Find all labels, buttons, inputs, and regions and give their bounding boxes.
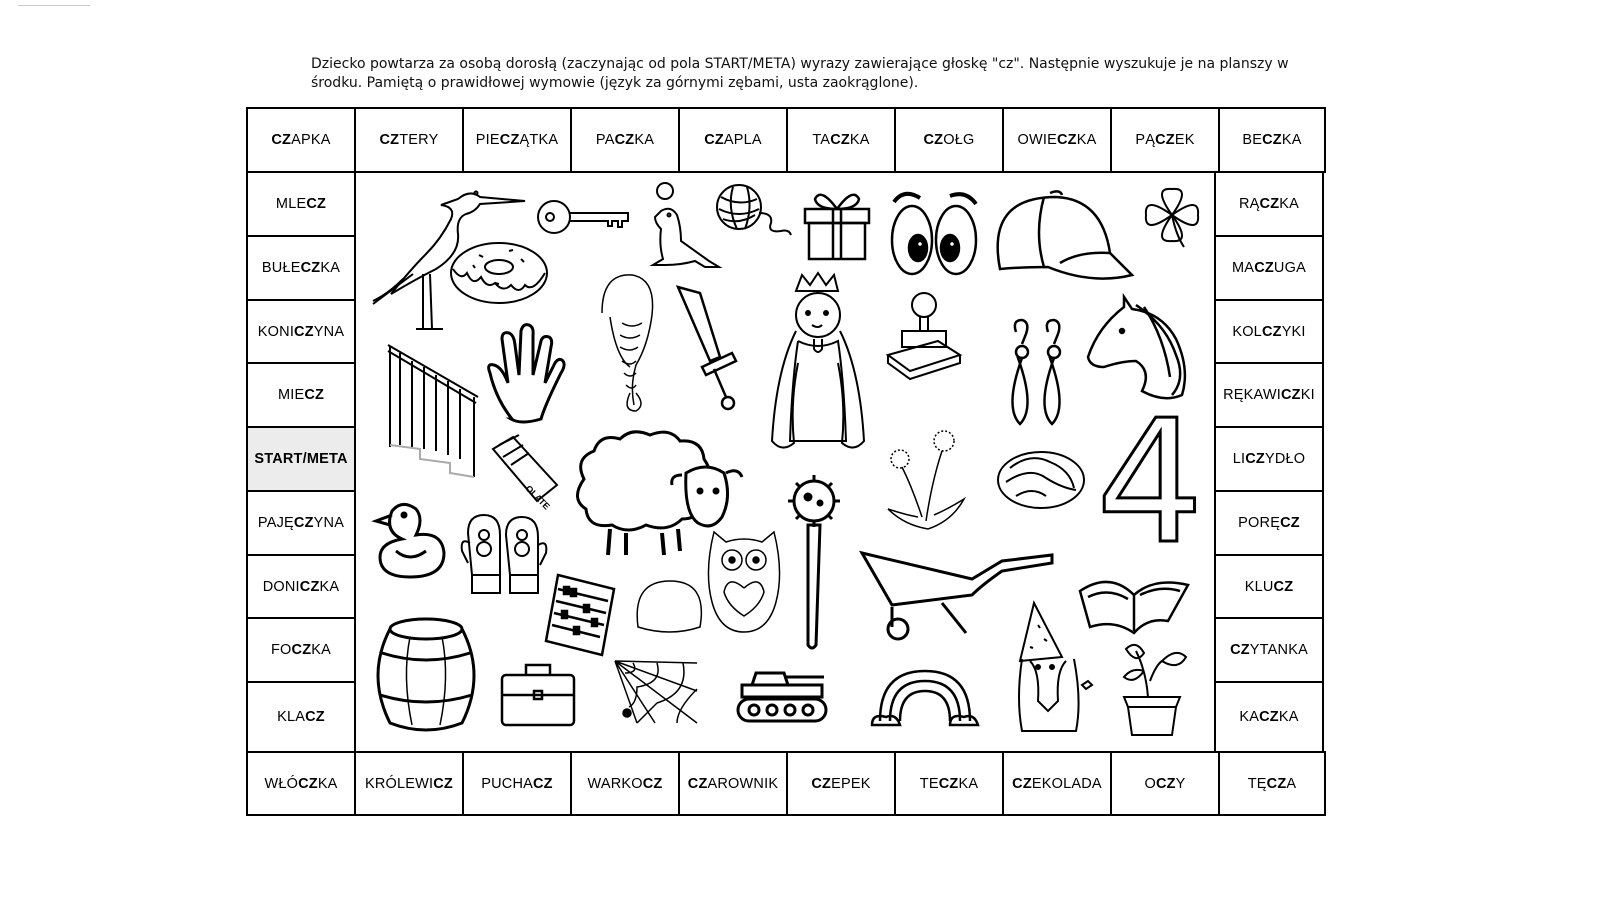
word-part-post: APKA [291, 132, 331, 148]
word-part-post: KA [1281, 132, 1302, 148]
word-part-pre: WŁÓ [264, 775, 299, 792]
word-part-pre: PAJĘ [257, 515, 294, 531]
word-part-pre: MLE [275, 196, 307, 212]
word-cell-bottom [246, 751, 356, 816]
word-cell-top [1110, 107, 1220, 173]
word-part-post: KA [1279, 196, 1300, 212]
word-cell-right [1214, 299, 1324, 364]
key-icon [536, 195, 631, 243]
word-part-cz: CZ [299, 578, 320, 595]
word-part-pre: LI [1232, 451, 1246, 467]
stair-railing-icon [384, 341, 480, 481]
word-cell-bottom [354, 751, 464, 816]
word-cell-right [1214, 681, 1324, 753]
word-part-pre: KA [1239, 709, 1260, 725]
word-part-pre: WARKO [587, 775, 643, 792]
word-part-post: EPEK [831, 775, 871, 792]
word-part-cz: CZ [499, 132, 520, 148]
word-cell-top [894, 107, 1004, 173]
word-part-pre: PĄ [1135, 132, 1156, 148]
word-cell-left [246, 362, 356, 428]
word-part-post: YTANKA [1249, 642, 1308, 658]
word-part-cz: CZ [614, 132, 635, 148]
word-part-post: YNA [313, 515, 345, 531]
top-edge-line [18, 5, 90, 6]
word-cell-right [1214, 171, 1324, 237]
word-part-cz: CZ [298, 775, 318, 792]
chocolate-label: OLATE [523, 483, 552, 512]
word-part-post: APLA [723, 132, 762, 148]
word-part-cz: CZ [1056, 132, 1077, 148]
donut-icon [449, 237, 549, 305]
word-part-pre: BE [1242, 132, 1263, 148]
word-part-pre: FO [270, 642, 292, 658]
word-part-pre: DONI [262, 578, 300, 595]
word-cell-top [246, 107, 356, 173]
word-part-pre: PORĘ [1238, 515, 1281, 531]
word-part-cz: CZ [305, 709, 325, 725]
word-part-cz: CZ [1262, 132, 1282, 148]
word-cell-top [354, 107, 464, 173]
word-cell-right [1214, 426, 1324, 492]
sword-icon [672, 283, 742, 413]
word-part-pre: MA [1232, 260, 1255, 276]
word-part-post: EK [1174, 132, 1195, 148]
word-cell-right [1214, 617, 1324, 683]
word-part-post: KA [317, 775, 338, 792]
word-cell-right [1214, 490, 1324, 556]
word-cell-top [1002, 107, 1112, 173]
word-cell-bottom [786, 751, 896, 816]
word-part-pre: KLA [277, 709, 306, 725]
owl-icon [708, 528, 780, 634]
word-part-cz: CZ [300, 260, 321, 276]
word-cell-top [786, 107, 896, 173]
word-part-pre: TĘ [1247, 775, 1267, 792]
barrel-icon [374, 615, 478, 735]
word-part-cz: CZ [1230, 642, 1250, 658]
picture-area [356, 171, 1216, 751]
word-cell-bottom [1110, 751, 1220, 816]
gift-icon [799, 187, 875, 262]
word-part-cz: CZ [811, 775, 832, 792]
queen-icon [768, 271, 868, 456]
tank-icon [736, 669, 828, 725]
clover-icon [1142, 185, 1202, 249]
word-part-cz: CZ [1155, 132, 1175, 148]
word-cell-left [246, 235, 356, 301]
word-part-cz: CZ [1155, 775, 1176, 792]
word-cell-left [246, 171, 356, 237]
word-part-cz: CZ [1281, 387, 1301, 403]
word-part-pre: KLU [1244, 578, 1274, 595]
rainbow-icon [870, 667, 980, 729]
word-part-post: A [1286, 775, 1297, 792]
spider-web-icon [613, 659, 699, 725]
word-cell-top [570, 107, 680, 173]
word-part-pre: TE [919, 775, 939, 792]
word-part-post: KA [634, 132, 655, 148]
word-part-cz: CZ [642, 775, 663, 792]
word-part-cz: CZ [687, 775, 708, 792]
word-cell-top [462, 107, 572, 173]
word-part-post: KA [311, 642, 332, 658]
word-part-post: EKOLADA [1031, 775, 1102, 792]
word-cell-left [246, 617, 356, 683]
game-board [246, 107, 1324, 816]
word-part-cz: CZ [271, 132, 292, 148]
word-part-cz: CZ [533, 775, 553, 792]
word-cell-top [678, 107, 788, 173]
word-part-pre: KOL [1232, 323, 1262, 340]
word-part-pre: TA [812, 132, 831, 148]
word-part-cz: CZ [1012, 775, 1032, 792]
word-cell-left [246, 299, 356, 364]
word-part-pre: PIE [475, 132, 500, 148]
word-cell-right [1214, 235, 1324, 301]
word-part-cz: CZ [306, 196, 327, 212]
briefcase-icon [498, 661, 578, 731]
word-part-pre: BUŁE [261, 260, 301, 276]
word-part-post: KI [1300, 387, 1315, 403]
word-part-cz: CZ [1259, 196, 1280, 212]
abacus-icon [544, 571, 618, 659]
word-part-cz: CZ [923, 132, 944, 148]
mittens-icon [460, 513, 546, 597]
word-cell-bottom [462, 751, 572, 816]
instructions-text: Dziecko powtarza za osobą dorosłą (zaczynając od pola START/META) wyrazy zawierające głoskę "cz". Następnie wyszukuje je na planszy w środku. Pamiętą o prawidłowej wymowie (język za górnymi zębami, usta zaokrąglone). [311, 56, 1289, 91]
dandelion-icon [884, 429, 970, 533]
word-part-pre: START/META [254, 451, 348, 467]
braid-icon [592, 273, 662, 413]
word-cell-right [1214, 362, 1324, 428]
word-cell-bottom [678, 751, 788, 816]
word-part-cz: CZ [704, 132, 724, 148]
word-part-cz: CZ [1259, 709, 1279, 725]
word-cell-bottom [1002, 751, 1112, 816]
word-cell-left [246, 681, 356, 753]
word-part-pre: RĄ [1238, 196, 1260, 212]
stamp-icon [884, 291, 964, 381]
word-cell-bottom [894, 751, 1004, 816]
earrings-icon [1004, 318, 1064, 428]
word-part-post: YDŁO [1264, 451, 1306, 467]
word-part-pre: PA [595, 132, 615, 148]
word-part-pre: RĘKAWI [1223, 387, 1282, 403]
word-part-pre: OWIE [1017, 132, 1057, 148]
word-cell-left [246, 490, 356, 556]
word-part-pre: O [1144, 775, 1156, 792]
bun-icon [996, 446, 1086, 511]
word-part-cz: CZ [293, 515, 314, 531]
word-part-post: YKI [1281, 323, 1306, 340]
word-part-cz: CZ [1261, 323, 1282, 340]
word-part-pre: KONI [257, 323, 295, 340]
word-part-cz: CZ [1266, 775, 1287, 792]
word-part-cz: CZ [433, 775, 453, 792]
word-part-post: UGA [1273, 260, 1306, 276]
word-part-cz: CZ [304, 387, 325, 403]
hand-icon [486, 323, 581, 423]
mace-icon [786, 473, 842, 651]
word-cell-left [246, 554, 356, 619]
word-part-pre: KRÓLEWI [364, 775, 434, 792]
word-part-post: KA [319, 578, 340, 595]
start-meta-cell [246, 426, 356, 492]
word-part-cz: CZ [1273, 578, 1294, 595]
word-part-cz: CZ [1245, 451, 1265, 467]
word-cell-top [1218, 107, 1326, 173]
word-part-post: AROWNIK [707, 775, 779, 792]
word-part-post: Y [1175, 775, 1186, 792]
word-part-pre: MIE [277, 387, 305, 403]
word-cell-bottom [570, 751, 680, 816]
word-part-post: KA [1278, 709, 1299, 725]
word-part-cz: CZ [1254, 260, 1274, 276]
book-icon [1076, 571, 1192, 631]
word-part-cz: CZ [830, 132, 850, 148]
word-part-post: KA [958, 775, 979, 792]
flower-pot-icon [1116, 641, 1188, 737]
word-part-cz: CZ [294, 323, 314, 340]
word-part-post: YNA [313, 323, 345, 340]
word-part-post: KA [320, 260, 341, 276]
cap-icon [992, 189, 1136, 285]
word-part-cz: CZ [379, 132, 400, 148]
word-part-post: KA [849, 132, 870, 148]
word-part-post: KA [1076, 132, 1097, 148]
number-four-label: 4 [1095, 384, 1205, 582]
eyes-icon [890, 188, 980, 280]
word-part-post: OŁG [943, 132, 975, 148]
duck-icon [374, 499, 446, 579]
yarn-ball-icon [713, 183, 793, 235]
swim-cap-icon [634, 577, 704, 635]
chocolate-bar-icon [489, 433, 559, 512]
word-part-post: TERY [399, 132, 439, 148]
word-part-pre: PUCHA [481, 775, 534, 792]
word-part-post: ĄTKA [519, 132, 559, 148]
word-part-cz: CZ [1280, 515, 1300, 531]
number-four-icon [1095, 384, 1205, 582]
word-part-cz: CZ [291, 642, 312, 658]
word-part-cz: CZ [938, 775, 959, 792]
word-cell-bottom [1218, 751, 1326, 816]
word-cell-right [1214, 554, 1324, 619]
